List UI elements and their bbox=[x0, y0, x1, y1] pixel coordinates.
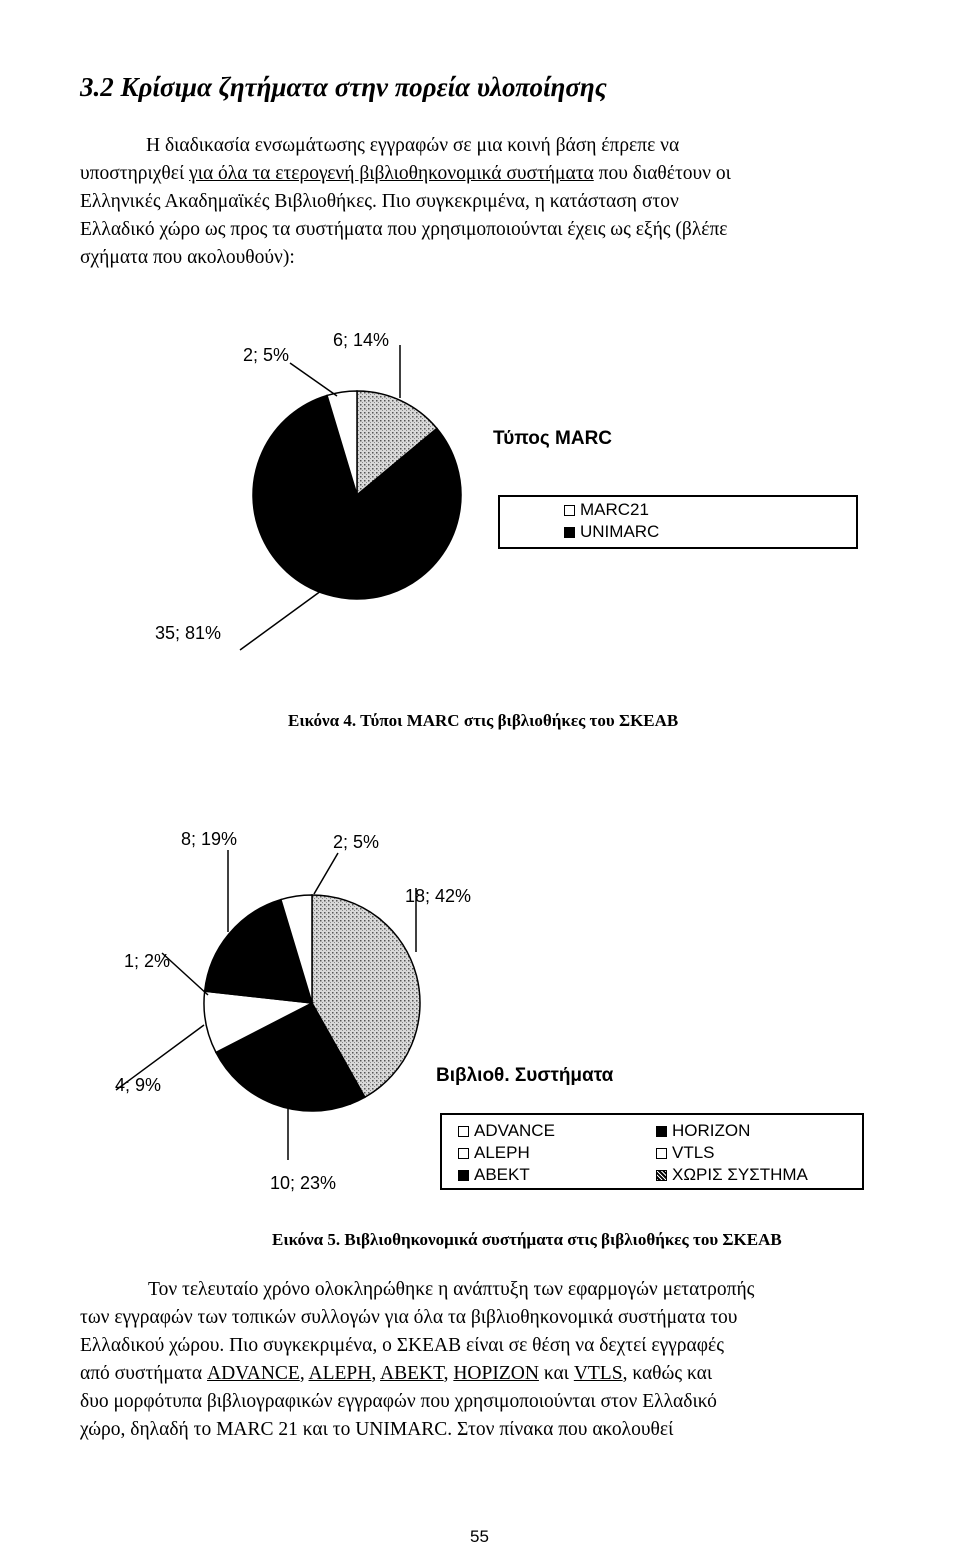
legend bbox=[440, 1113, 864, 1190]
legend-item-marc21: MARC21 bbox=[564, 500, 649, 520]
legend-item-horizon: HORIZON bbox=[656, 1121, 750, 1141]
legend-swatch bbox=[458, 1126, 469, 1137]
system-name: VTLS bbox=[573, 1363, 623, 1384]
legend-swatch bbox=[656, 1126, 667, 1137]
system-name: ALEPH bbox=[308, 1363, 372, 1384]
outro-line: από συστήματα ADVANCE, ALEPH, ABEKT, HOPIZON και VTLS, καθώς και bbox=[80, 1363, 713, 1384]
system-name: HOPIZON bbox=[453, 1363, 539, 1384]
outro-paragraph bbox=[80, 1276, 904, 1444]
legend-swatch bbox=[656, 1170, 667, 1181]
page-number: 55 bbox=[470, 1527, 489, 1546]
leader-line bbox=[314, 853, 338, 894]
legend-swatch bbox=[458, 1170, 469, 1181]
chart-title: Βιβλιοθ. Συστήματα bbox=[436, 1065, 614, 1086]
legend-item-abekt: ABEKT bbox=[458, 1165, 530, 1185]
section-heading: 3.2 Κρίσιμα ζητήματα στην πορεία υλοποίησης bbox=[80, 72, 607, 102]
intro-line: υποστηριχθεί για όλα τα ετερογενή βιβλιοθηκονομικά συστήματα που διαθέτουν οι bbox=[80, 163, 731, 184]
intro-line: Η διαδικασία ενσωμάτωσης εγγραφών σε μια κοινή βάση έπρεπε να bbox=[146, 135, 680, 156]
outro-line: Ελλαδικού χώρου. Πιο συγκεκριμένα, ο ΣΚΕΑΒ είναι σε θέση να δεχτεί εγγραφές bbox=[80, 1335, 724, 1356]
legend-item-vtls: VTLS bbox=[656, 1143, 715, 1163]
underlined-phrase: για όλα τα ετερογενή βιβλιοθηκονομικά συστήματα bbox=[189, 163, 594, 184]
figure-caption: Εικόνα 4. Τύποι MARC στις βιβλιοθήκες του ΣΚΕΑΒ bbox=[288, 711, 679, 730]
legend-item-advance: ADVANCE bbox=[458, 1121, 555, 1141]
figure-caption: Εικόνα 5. Βιβλιοθηκονομικά συστήματα στις βιβλιοθήκες του ΣΚΕΑΒ bbox=[272, 1230, 782, 1249]
legend-swatch bbox=[564, 505, 575, 516]
legend-swatch bbox=[458, 1148, 469, 1159]
chart-title: Τύπος MARC bbox=[493, 428, 613, 449]
legend bbox=[498, 495, 858, 549]
intro-line: Ελληνικές Ακαδημαϊκές Βιβλιοθήκες. Πιο συγκεκριμένα, η κατάσταση στον bbox=[80, 191, 679, 212]
data-label: 4; 9% bbox=[115, 1075, 162, 1095]
legend-item-no-system: ΧΩΡΙΣ ΣΥΣΤΗΜΑ bbox=[656, 1165, 808, 1185]
legend-swatch bbox=[564, 527, 575, 538]
outro-line: δυο μορφότυπα βιβλιογραφικών εγγραφών που χρησιμοποιούνται στον Ελλαδικό bbox=[80, 1391, 717, 1412]
outro-line: Τον τελευταίο χρόνο ολοκληρώθηκε η ανάπτυξη των εφαρμογών μετατροπής bbox=[148, 1279, 755, 1300]
data-label: 6; 14% bbox=[333, 330, 390, 350]
system-name: ADVANCE bbox=[207, 1363, 300, 1384]
legend-item-unimarc: UNIMARC bbox=[564, 522, 659, 542]
system-name: ABEKT bbox=[380, 1363, 444, 1384]
leader-line bbox=[290, 363, 337, 396]
intro-paragraph bbox=[80, 132, 898, 272]
data-label: 35; 81% bbox=[155, 623, 222, 643]
outro-line: των εγγραφών των τοπικών συλλογών για όλα τα βιβλιοθηκονομικά συστήματα του bbox=[80, 1307, 738, 1328]
outro-line: χώρο, δηλαδή το MARC 21 και το UNIMARC. Στον πίνακα που ακολουθεί bbox=[80, 1419, 674, 1440]
data-label: 1; 2% bbox=[124, 951, 171, 971]
legend-item-aleph: ALEPH bbox=[458, 1143, 530, 1163]
data-label: 10; 23% bbox=[270, 1173, 337, 1193]
intro-line: σχήματα που ακολουθούν): bbox=[80, 247, 295, 268]
data-label: 8; 19% bbox=[181, 829, 238, 849]
data-label: 2; 5% bbox=[243, 345, 290, 365]
legend-swatch bbox=[656, 1148, 667, 1159]
intro-line: Ελλαδικό χώρο ως προς τα συστήματα που χρησιμοποιούνται έχεις ως εξής (βλέπε bbox=[80, 219, 728, 240]
leader-line bbox=[240, 588, 325, 650]
data-label: 2; 5% bbox=[333, 832, 380, 852]
data-label: 18; 42% bbox=[405, 886, 472, 906]
marc-pie-chart bbox=[200, 320, 700, 660]
